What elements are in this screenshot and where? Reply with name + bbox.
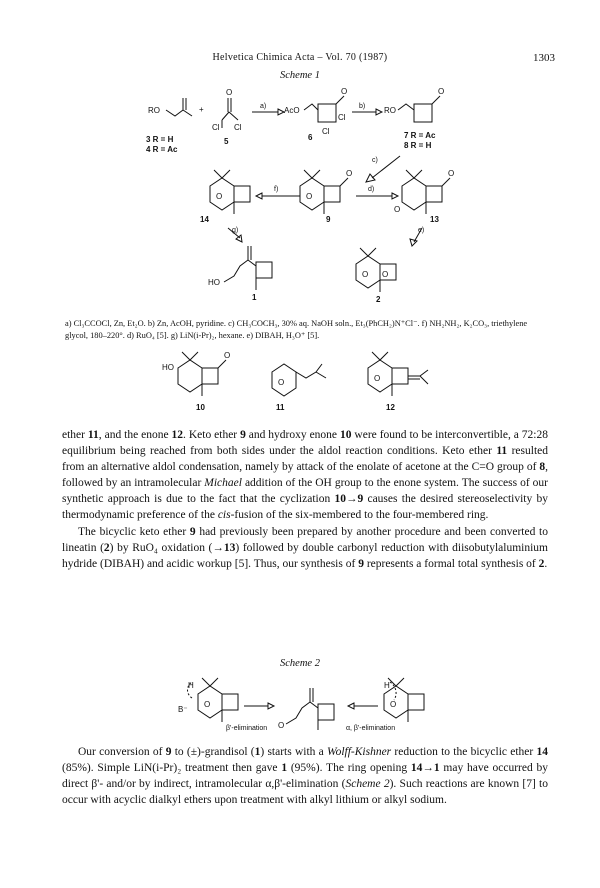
- atom-o-label: O: [224, 351, 231, 360]
- atom-o-label: O: [362, 270, 369, 279]
- text-span: addition of the OH group to the enone system. The success of our synthetic approach is due to the fact that the cyclization: [62, 477, 548, 506]
- label-2: 2: [376, 295, 381, 304]
- compound-ref: 9: [240, 429, 246, 441]
- compound-ref: 12: [171, 429, 184, 441]
- arrow-c-head: [366, 174, 375, 182]
- compound-ref: 9: [189, 525, 196, 538]
- label-3: 3 R = H: [146, 135, 174, 144]
- atom-ho-label: HO: [208, 278, 220, 287]
- running-header: Helvetica Chimica Acta – Vol. 70 (1987): [212, 52, 388, 63]
- text-span: ) by RuO₄ oxidation (→: [109, 541, 224, 554]
- label-4: 4 R = Ac: [146, 145, 178, 154]
- base-label: B⁻: [178, 705, 188, 714]
- atom-o-label: O: [278, 721, 285, 730]
- text-span: ) starts with a: [260, 746, 328, 758]
- atom-o-label: O: [374, 374, 381, 383]
- compound-3-4-structure: [146, 98, 192, 154]
- text-span: The bicyclic keto ether: [78, 525, 190, 538]
- compound-ref: 14→1: [410, 762, 440, 775]
- atom-o-label: O: [204, 700, 211, 709]
- text-span: ether: [62, 429, 88, 441]
- compound-ref: 11: [496, 445, 508, 458]
- compound-7-8-structure: [384, 87, 444, 150]
- scheme-2-left-structure: [178, 678, 238, 722]
- compound-ref: 1: [281, 762, 288, 775]
- scheme-2-center-structure: [278, 688, 334, 730]
- text-span: ) followed by double carbonyl reduction with diisobutylaluminium hydride (DIBAH) and acidic workup [5]. Thus, our synthesis of: [62, 541, 548, 570]
- text-span: to (±)-grandisol (: [171, 746, 255, 758]
- atom-aco-label: AcO: [284, 106, 300, 115]
- label-1: 1: [252, 293, 257, 302]
- label-9: 9: [326, 215, 331, 224]
- step-b-label: b): [359, 103, 366, 110]
- atom-cl-label: Cl: [322, 127, 330, 136]
- label-14: 14: [200, 215, 209, 224]
- compound-ref: 2: [538, 557, 545, 570]
- label-6: 6: [308, 133, 313, 142]
- compounds-10-11-12-figure: [0, 348, 600, 418]
- hydrogen-label: H: [384, 681, 390, 690]
- compound-9-structure: [300, 169, 352, 224]
- text-span: . Keto ether: [183, 429, 241, 441]
- compound-ref: 9: [358, 557, 364, 570]
- atom-o-label: O: [390, 700, 397, 709]
- step-c-label: c): [372, 157, 378, 164]
- compound-12-structure: [368, 352, 428, 412]
- atom-o-label: O: [448, 169, 455, 178]
- atom-o-label: O: [226, 88, 233, 97]
- scheme-2-right-structure: [384, 678, 424, 722]
- compound-6-structure: [284, 87, 347, 142]
- paragraph-1: [62, 427, 548, 572]
- scheme-ref: Scheme 2: [345, 778, 390, 791]
- hydrogen-label: H: [188, 681, 194, 690]
- name-italic: Michael: [204, 477, 242, 490]
- label-11: 11: [276, 403, 285, 412]
- compound-10-structure: [162, 351, 230, 412]
- text-span: , followed by an intramolecular: [62, 461, 548, 490]
- atom-cl-label: Cl: [338, 113, 346, 122]
- compound-ref: 2: [103, 541, 110, 554]
- compound-14-structure: [200, 170, 250, 224]
- text-span: resulted from an alternative aldol condensation, namely by attack of the enolate of acetone at the C=O group of: [62, 445, 548, 474]
- atom-o-label: O: [306, 192, 313, 201]
- text-span: -fusion of the six-membered to the four-membered ring.: [230, 509, 489, 522]
- atom-ho-label: HO: [162, 363, 174, 372]
- atom-o-label: O: [278, 378, 285, 387]
- text-span: ). Such reactions are known [7] to occur with acyclic dialkyl ethers upon treatment with alkyl lithium or alkyl sodium.: [62, 778, 548, 807]
- compound-ref: 10: [339, 429, 352, 441]
- compound-ref: 13: [223, 541, 236, 554]
- atom-o-label: O: [341, 87, 348, 96]
- name-italic: Wolff-Kishner: [327, 746, 392, 758]
- text-span: .: [544, 557, 548, 570]
- scheme-2-caption: Scheme 2: [280, 658, 320, 669]
- scheme-2-figure: [0, 672, 600, 734]
- arrow-b-head: [376, 109, 382, 115]
- step-f-label: f): [274, 186, 279, 193]
- paragraph-3: [62, 744, 548, 808]
- paragraph-2: [62, 524, 548, 572]
- compound-1-grandisol-structure: [208, 246, 272, 302]
- text-span: , and the enone: [98, 429, 172, 441]
- label-12: 12: [386, 403, 395, 412]
- atom-o-label: O: [216, 192, 223, 201]
- atom-o-label: O: [346, 169, 353, 178]
- compound-2-lineatin-structure: [356, 248, 396, 304]
- atom-o-label: O: [438, 87, 445, 96]
- compound-13-structure: [394, 169, 454, 224]
- arrow-e-head: [410, 239, 417, 246]
- arrow-d-head: [392, 193, 398, 199]
- scheme-2-arrow-right-head: [268, 703, 274, 709]
- compound-ref: 14: [536, 746, 549, 758]
- scheme-1-figure: [0, 82, 600, 317]
- compound-ref: 10→9: [334, 493, 364, 506]
- text-span: may have occurred by direct β'- and/or by indirect, intramolecular α,β'-elimination (: [62, 762, 549, 791]
- label-10: 10: [196, 403, 205, 412]
- beta-elimination-label: β'-elimination: [226, 725, 268, 732]
- step-e-label: e): [418, 227, 425, 234]
- text-span: represents a formal total synthesis of: [363, 557, 539, 570]
- atom-o-label: O: [394, 205, 401, 214]
- compound-ref: 8: [539, 461, 546, 474]
- label-13: 13: [430, 215, 439, 224]
- scheme-1-legend: a) Cl₃CCOCl, Zn, Et₂O. b) Zn, AcOH, pyridine. c) CH₃COCH₃, 30% aq. NaOH soln., Et₃(PhCH₂)N⁺Cl⁻. f) NH₂NH₂, K₂CO₃, triethylene glycol, 180–220°. d) RuO₄ [5]. g) LiN(i-Pr)₂, hexane. e) DIBAH, H₃O⁺ [5].: [65, 319, 528, 340]
- label-5: 5: [224, 137, 229, 146]
- scheme-2-arrow-left-head: [348, 703, 354, 709]
- atom-o-label: O: [382, 270, 389, 279]
- compound-5-structure: [212, 88, 242, 146]
- text-span: had previously been prepared by another procedure and been converted to lineatin (: [62, 525, 548, 554]
- step-a-label: a): [260, 103, 267, 110]
- label-7: 7 R = Ac: [404, 131, 436, 140]
- compound-ref: 11: [87, 429, 99, 441]
- text-span: (95%). The ring opening: [287, 762, 411, 775]
- compound-ref: 1: [254, 746, 261, 758]
- text-span: (85%). Simple LiN(i-Pr)₂ treatment then gave: [62, 762, 282, 775]
- compound-11-structure: [272, 364, 326, 412]
- term-italic: cis: [217, 509, 231, 522]
- page-number: 1303: [533, 52, 555, 64]
- text-span: were found to be interconvertible, a 72:28 equilibrium being reached from both sides under the aldol reaction conditions. Keto ether: [62, 429, 548, 458]
- label-8: 8 R = H: [404, 141, 432, 150]
- text-span: Our conversion of: [78, 746, 166, 758]
- text-span: causes the desired stereoselectivity by thermodynamic preference of the: [62, 493, 548, 522]
- scheme-1-caption: Scheme 1: [280, 70, 320, 81]
- plus-sign: +: [199, 105, 204, 114]
- atom-ro-label: RO: [384, 106, 396, 115]
- step-g-label: g): [232, 227, 239, 234]
- atom-cl-label: Cl: [234, 123, 242, 132]
- alpha-beta-elimination-label: α, β'-elimination: [346, 725, 396, 732]
- text-span: reduction to the bicyclic ether: [391, 746, 537, 758]
- arrow-f-head: [256, 193, 262, 199]
- compound-ref: 9: [165, 746, 172, 758]
- text-span: and hydroxy enone: [245, 429, 340, 441]
- step-d-label: d): [368, 186, 375, 193]
- atom-ro-label: RO: [148, 106, 160, 115]
- atom-cl-label: Cl: [212, 123, 220, 132]
